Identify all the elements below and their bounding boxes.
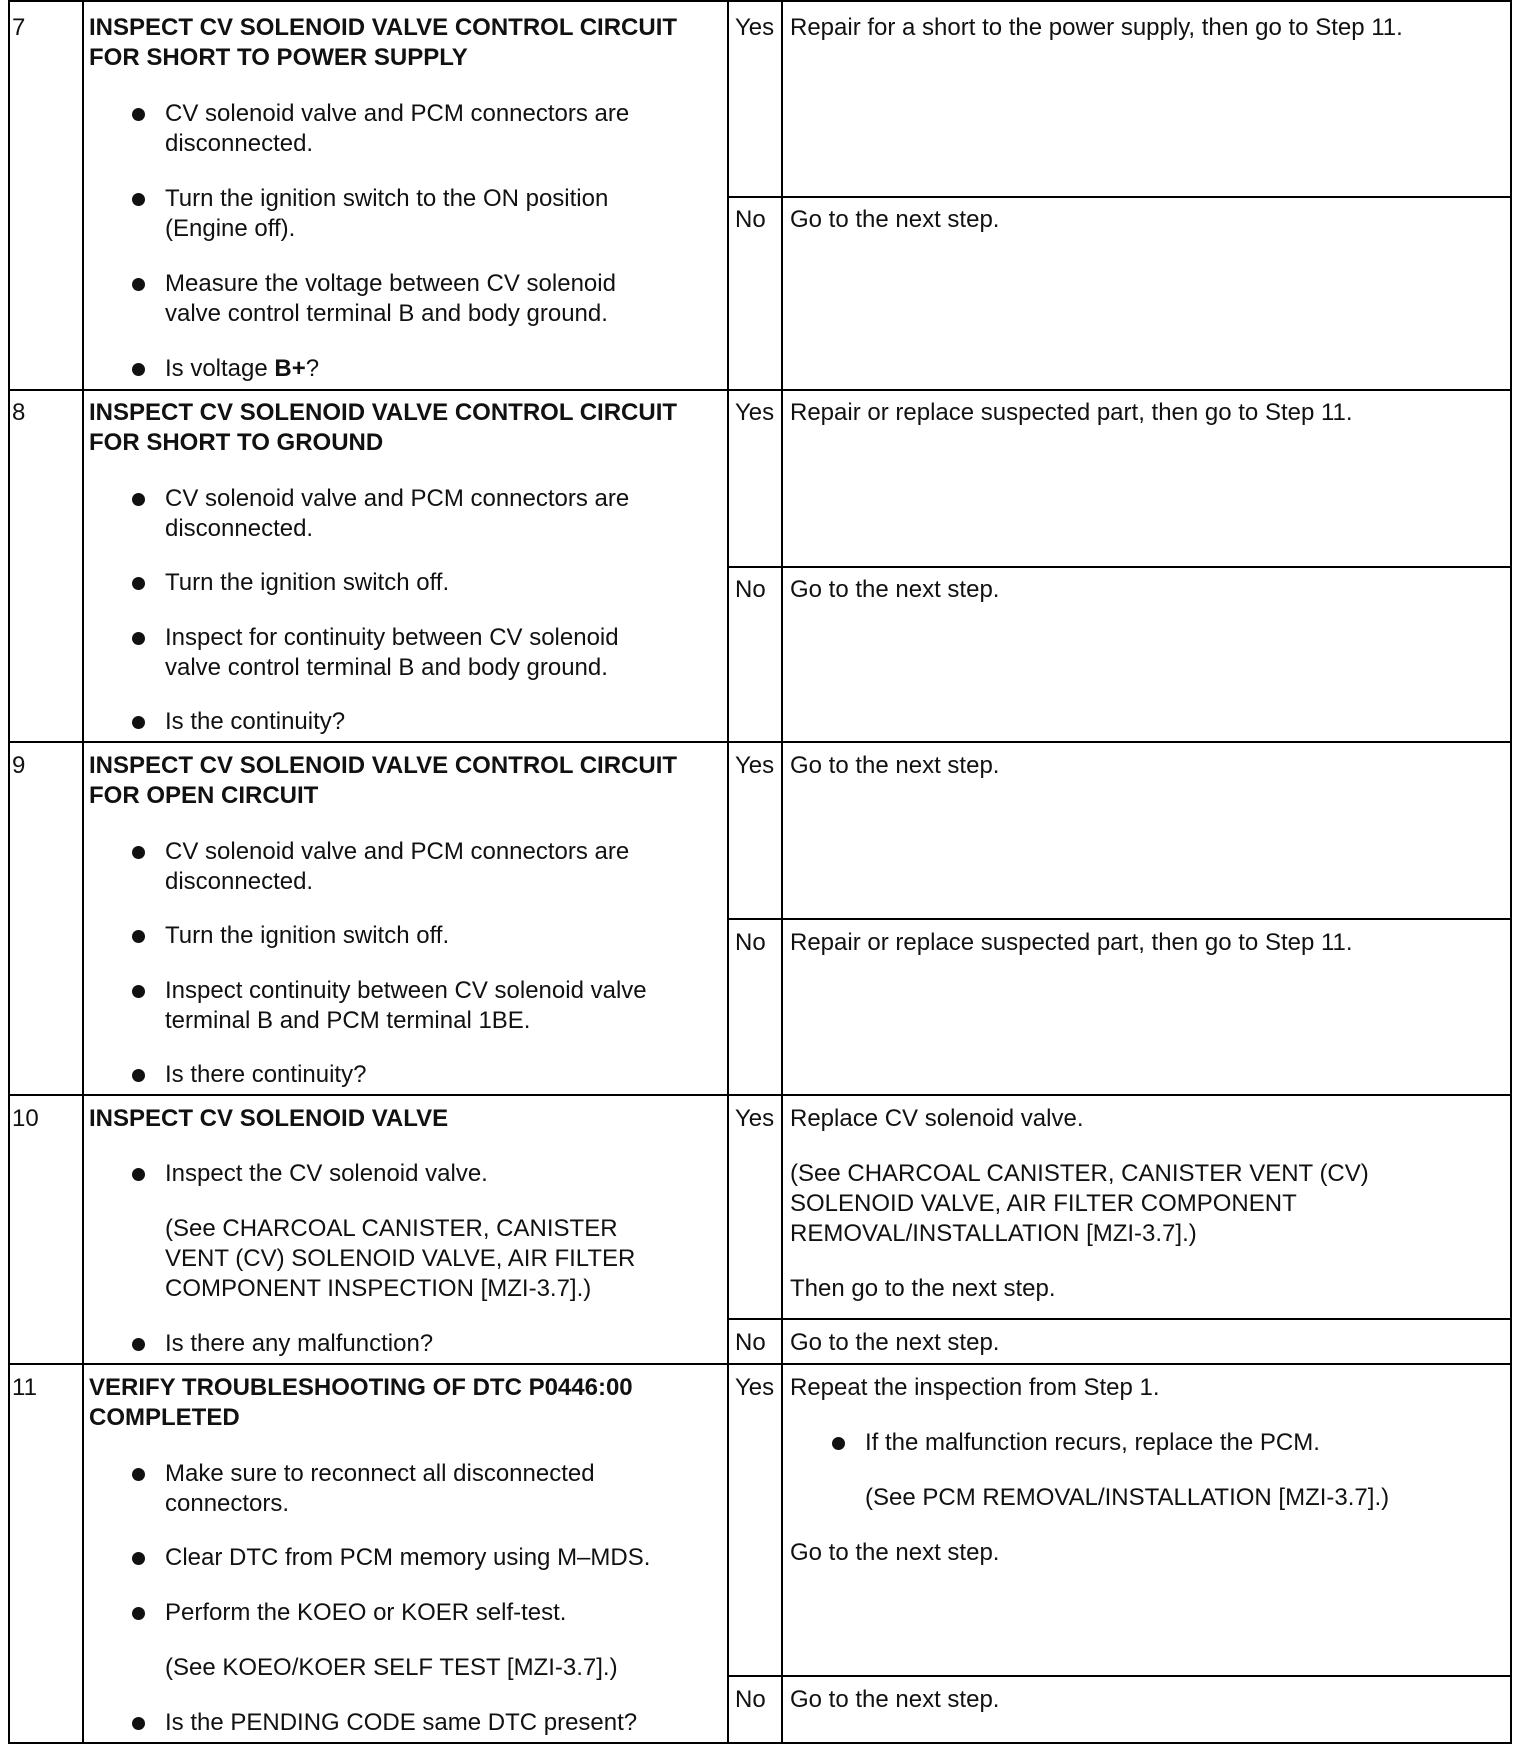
no-label: No	[735, 206, 766, 233]
table-border-top	[8, 0, 1512, 2]
check-item: terminal B and PCM terminal 1BE.	[165, 1007, 531, 1034]
bullet-icon	[132, 846, 145, 859]
check-question: Is there continuity?	[165, 1061, 367, 1088]
bullet-icon	[132, 108, 145, 121]
bullet-icon	[132, 577, 145, 590]
check-question: Is the continuity?	[165, 708, 346, 735]
yes-label: Yes	[735, 14, 775, 41]
bullet-icon	[832, 1437, 845, 1450]
check-item: disconnected.	[165, 130, 314, 157]
no-action: Go to the next step.	[790, 576, 1000, 603]
yes-reference-note: (See PCM REMOVAL/INSTALLATION [MZI-3.7].)	[865, 1484, 1390, 1511]
yes-no-separator	[727, 1318, 1512, 1320]
no-action: Repair or replace suspected part, then go to Step 11.	[790, 929, 1353, 956]
bullet-icon	[132, 1468, 145, 1481]
yes-label: Yes	[735, 399, 775, 426]
reference-note: (See CHARCOAL CANISTER, CANISTER	[165, 1215, 618, 1242]
row-separator	[8, 1094, 1512, 1096]
step-number: 11	[12, 1374, 37, 1401]
check-item: disconnected.	[165, 515, 314, 542]
column-divider-action	[727, 0, 729, 1744]
column-divider-answer	[781, 0, 783, 1744]
yes-then: Go to the next step.	[790, 1539, 1000, 1566]
yes-reference-note: SOLENOID VALVE, AIR FILTER COMPONENT	[790, 1190, 1297, 1217]
check-item: CV solenoid valve and PCM connectors are	[165, 100, 630, 127]
row-separator	[8, 741, 1512, 743]
step-heading: VERIFY TROUBLESHOOTING OF DTC P0446:00	[89, 1374, 633, 1401]
bullet-icon	[132, 716, 145, 729]
bullet-icon	[132, 930, 145, 943]
yes-reference-note: (See CHARCOAL CANISTER, CANISTER VENT (CV)	[790, 1160, 1369, 1187]
step-number: 7	[12, 14, 26, 41]
step-number: 9	[12, 752, 26, 779]
bullet-icon	[132, 278, 145, 291]
check-item: Measure the voltage between CV solenoid	[165, 270, 616, 297]
check-item: Perform the KOEO or KOER self-test.	[165, 1599, 567, 1626]
bullet-icon	[132, 363, 145, 376]
check-item: CV solenoid valve and PCM connectors are	[165, 838, 630, 865]
step-heading: INSPECT CV SOLENOID VALVE CONTROL CIRCUIT	[89, 399, 678, 426]
bullet-icon	[132, 1168, 145, 1181]
yes-action: Replace CV solenoid valve.	[790, 1105, 1084, 1132]
bullet-icon	[132, 493, 145, 506]
yes-label: Yes	[735, 752, 775, 779]
yes-no-separator	[727, 566, 1512, 568]
check-item: valve control terminal B and body ground.	[165, 654, 608, 681]
yes-sub-item: If the malfunction recurs, replace the PCM.	[865, 1429, 1320, 1456]
check-item: Make sure to reconnect all disconnected	[165, 1460, 595, 1487]
no-label: No	[735, 1686, 766, 1713]
no-action: Go to the next step.	[790, 1686, 1000, 1713]
step-heading: INSPECT CV SOLENOID VALVE CONTROL CIRCUIT	[89, 14, 678, 41]
reference-note: COMPONENT INSPECTION [MZI-3.7].)	[165, 1275, 592, 1302]
bullet-icon	[132, 1717, 145, 1730]
check-item: Turn the ignition switch off.	[165, 569, 450, 596]
bullet-icon	[132, 1338, 145, 1351]
no-label: No	[735, 576, 766, 603]
step-number: 10	[12, 1105, 39, 1132]
bullet-icon	[132, 985, 145, 998]
bullet-icon	[132, 1552, 145, 1565]
check-item: valve control terminal B and body ground.	[165, 300, 608, 327]
yes-label: Yes	[735, 1105, 775, 1132]
yes-action: Repair for a short to the power supply, then go to Step 11.	[790, 14, 1403, 41]
no-label: No	[735, 1329, 766, 1356]
bullet-icon	[132, 1607, 145, 1620]
yes-no-separator	[727, 196, 1512, 198]
check-item: CV solenoid valve and PCM connectors are	[165, 485, 630, 512]
step-heading: INSPECT CV SOLENOID VALVE CONTROL CIRCUIT	[89, 752, 678, 779]
step-heading: INSPECT CV SOLENOID VALVE	[89, 1105, 449, 1132]
yes-then: Then go to the next step.	[790, 1275, 1056, 1302]
yes-no-separator	[727, 1675, 1512, 1677]
check-item: Inspect for continuity between CV solenoid	[165, 624, 619, 651]
column-divider-step	[82, 0, 84, 1744]
step-heading: COMPLETED	[89, 1404, 240, 1431]
check-item: Turn the ignition switch off.	[165, 922, 450, 949]
reference-note: (See KOEO/KOER SELF TEST [MZI-3.7].)	[165, 1654, 618, 1681]
yes-action: Go to the next step.	[790, 752, 1000, 779]
step-number: 8	[12, 399, 26, 426]
bullet-icon	[132, 1069, 145, 1082]
check-item: Inspect the CV solenoid valve.	[165, 1160, 488, 1187]
yes-action: Repeat the inspection from Step 1.	[790, 1374, 1160, 1401]
bullet-icon	[132, 632, 145, 645]
check-question: Is there any malfunction?	[165, 1330, 434, 1357]
check-item: Turn the ignition switch to the ON position	[165, 185, 609, 212]
check-item: Inspect continuity between CV solenoid valve	[165, 977, 647, 1004]
reference-note: VENT (CV) SOLENOID VALVE, AIR FILTER	[165, 1245, 636, 1272]
yes-no-separator	[727, 918, 1512, 920]
check-item: connectors.	[165, 1490, 290, 1517]
no-action: Go to the next step.	[790, 206, 1000, 233]
yes-action: Repair or replace suspected part, then go to Step 11.	[790, 399, 1353, 426]
table-border-left	[8, 0, 10, 1744]
row-separator	[8, 1363, 1512, 1365]
step-heading: FOR SHORT TO POWER SUPPLY	[89, 44, 468, 71]
check-item: Clear DTC from PCM memory using M–MDS.	[165, 1544, 651, 1571]
yes-label: Yes	[735, 1374, 775, 1401]
no-label: No	[735, 929, 766, 956]
yes-reference-note: REMOVAL/INSTALLATION [MZI-3.7].)	[790, 1220, 1197, 1247]
no-action: Go to the next step.	[790, 1329, 1000, 1356]
table-border-right	[1510, 0, 1512, 1744]
step-heading: FOR SHORT TO GROUND	[89, 429, 384, 456]
check-item: (Engine off).	[165, 215, 296, 242]
check-item: disconnected.	[165, 868, 314, 895]
check-question: Is the PENDING CODE same DTC present?	[165, 1709, 638, 1736]
check-question: Is voltage B+?	[165, 355, 320, 382]
step-heading: FOR OPEN CIRCUIT	[89, 782, 319, 809]
row-separator	[8, 389, 1512, 391]
bullet-icon	[132, 193, 145, 206]
